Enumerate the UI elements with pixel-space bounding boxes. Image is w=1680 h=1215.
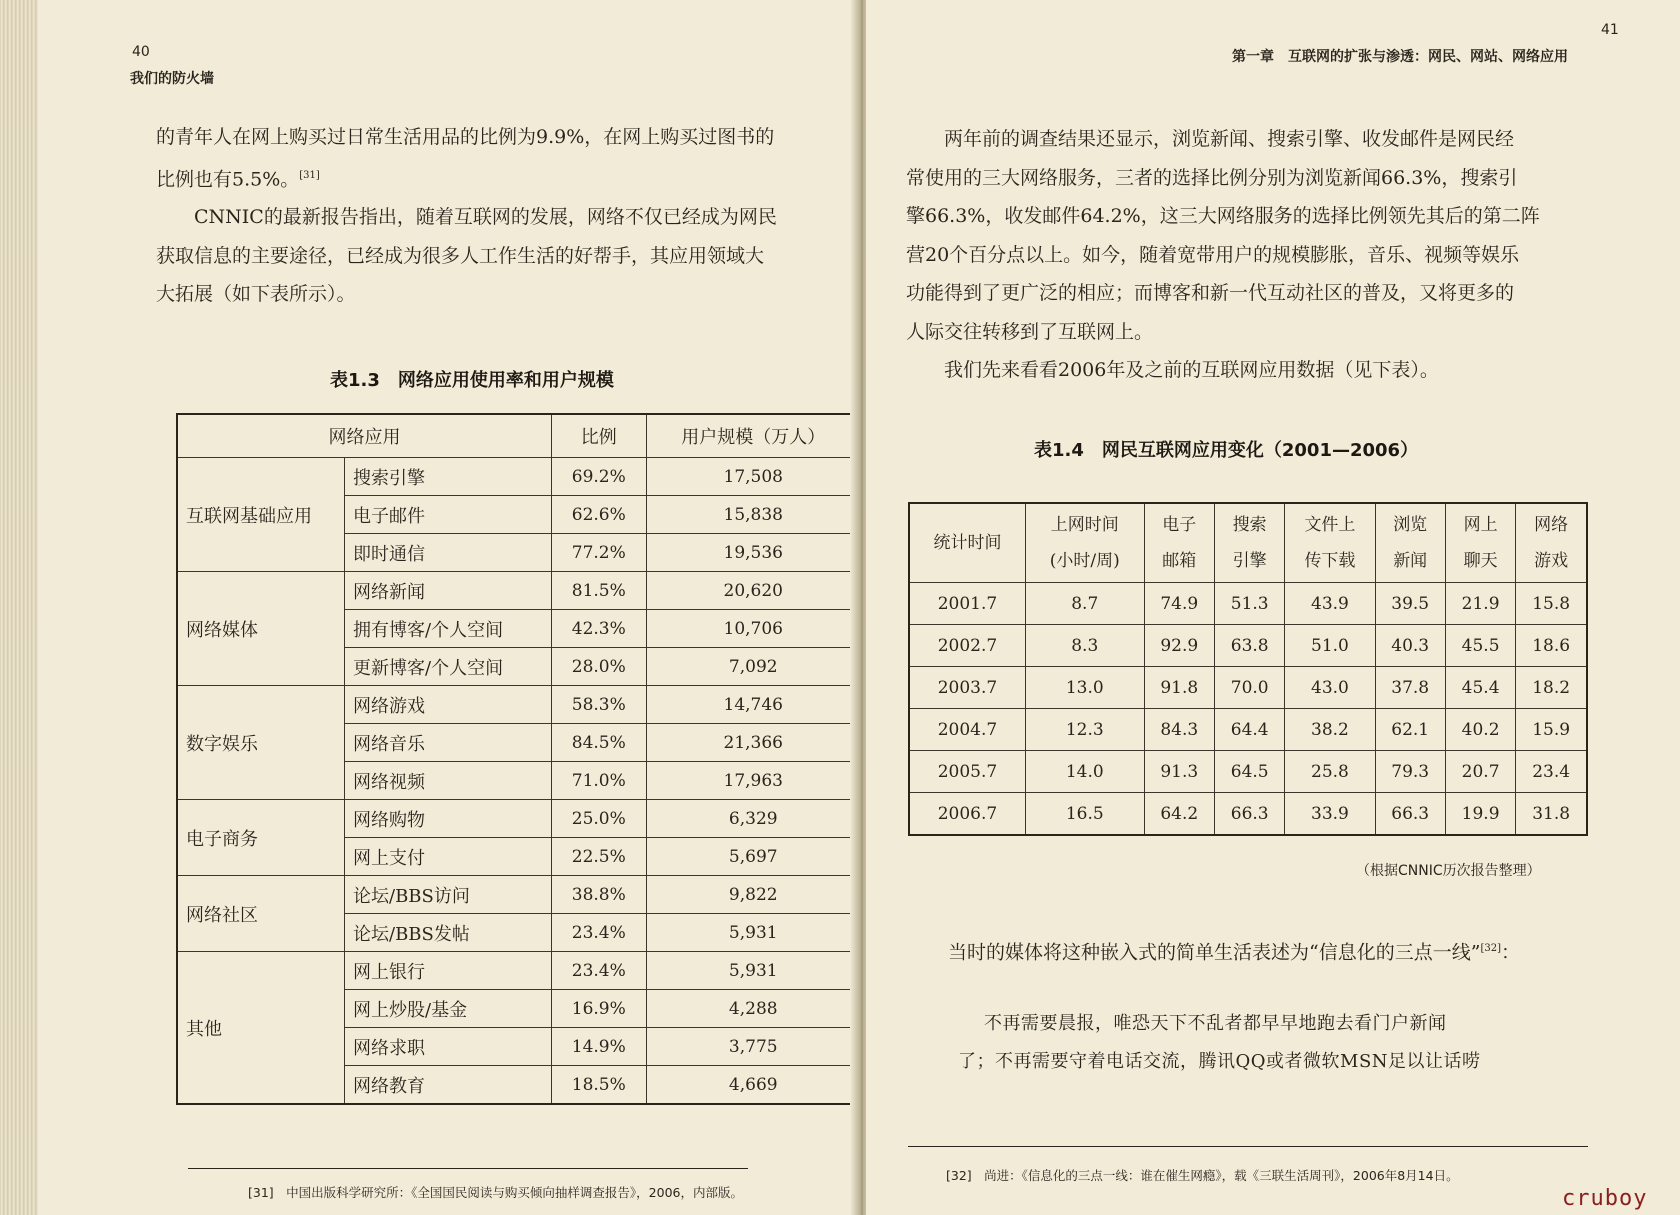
value-cell: 21.9 <box>1445 583 1515 625</box>
table-header-row <box>177 414 861 458</box>
table-body <box>177 414 861 1104</box>
category-cell: 其他 <box>177 952 345 1105</box>
header-users: 用户规模（万人） <box>646 414 861 458</box>
header-line-2: 聊天 <box>1463 551 1498 571</box>
users-cell: 17,963 <box>646 762 861 800</box>
period-cell: 2003.7 <box>909 667 1025 709</box>
value-cell: 70.0 <box>1214 667 1284 709</box>
value-cell: 23.4 <box>1516 751 1587 793</box>
text-line: 当时的媒体将这种嵌入式的简单生活表述为“信息化的三点一线” <box>948 941 1481 964</box>
value-cell: 18.2 <box>1516 667 1587 709</box>
application-cell: 网络教育 <box>345 1066 552 1105</box>
application-cell: 搜索引擎 <box>345 458 552 496</box>
paragraph-purchase-stats <box>156 118 836 314</box>
text-line: CNNIC的最新报告指出，随着互联网的发展，网络不仅已经成为网民 <box>194 206 777 229</box>
application-cell: 电子邮件 <box>345 496 552 534</box>
rate-cell: 16.9% <box>552 990 647 1028</box>
users-cell: 15,838 <box>646 496 861 534</box>
value-cell: 25.8 <box>1285 751 1375 793</box>
application-cell: 网络音乐 <box>345 724 552 762</box>
table-row <box>909 667 1587 709</box>
running-title-left: 我们的防火墙 <box>130 71 214 87</box>
rate-cell: 71.0% <box>552 762 647 800</box>
header-line-1: 文件上 <box>1304 515 1356 535</box>
period-cell: 2006.7 <box>909 793 1025 836</box>
header-line-2: (小时/周) <box>1049 551 1120 571</box>
value-cell: 18.6 <box>1516 625 1587 667</box>
application-cell: 网络求职 <box>345 1028 552 1066</box>
value-cell: 8.3 <box>1025 625 1144 667</box>
users-cell: 9,822 <box>646 876 861 914</box>
rate-cell: 18.5% <box>552 1066 647 1105</box>
running-title-right: 第一章 互联网的扩张与渗透：网民、网站、网络应用 <box>1232 49 1568 65</box>
text-punctuation: ： <box>1500 941 1520 964</box>
page-number-left: 40 <box>132 44 150 60</box>
value-cell: 15.9 <box>1516 709 1587 751</box>
value-cell: 33.9 <box>1285 793 1375 836</box>
application-cell: 网上银行 <box>345 952 552 990</box>
users-cell: 4,288 <box>646 990 861 1028</box>
value-cell: 91.3 <box>1144 751 1214 793</box>
header-line-1: 搜索 <box>1232 515 1267 535</box>
left-page <box>38 0 858 1215</box>
quote-line-1: 不再需要晨报，唯恐天下不乱者都早早地跑去看门户新闻 <box>984 1013 1447 1034</box>
period-cell: 2001.7 <box>909 583 1025 625</box>
application-cell: 论坛/BBS访问 <box>345 876 552 914</box>
text-line: 获取信息的主要途径，已经成为很多人工作生活的好帮手，其应用领域大 <box>156 244 765 267</box>
users-cell: 6,329 <box>646 800 861 838</box>
table-row <box>909 751 1587 793</box>
table-1-4-caption: 表1.4 网民互联网应用变化（2001—2006） <box>1034 440 1419 461</box>
table-source-note: （根据CNNIC历次报告整理） <box>1356 863 1541 879</box>
category-cell: 网络社区 <box>177 876 345 952</box>
value-cell: 74.9 <box>1144 583 1214 625</box>
header-cell <box>909 503 1025 583</box>
quote-line-2: 了；不再需要守着电话交流，腾讯QQ或者微软MSN足以让话唠 <box>958 1051 1481 1072</box>
period-cell: 2005.7 <box>909 751 1025 793</box>
value-cell: 14.0 <box>1025 751 1144 793</box>
value-cell: 40.3 <box>1375 625 1445 667</box>
rate-cell: 77.2% <box>552 534 647 572</box>
header-line-2: 游戏 <box>1534 551 1569 571</box>
value-cell: 45.5 <box>1445 625 1515 667</box>
text-line: 常使用的三大网络服务，三者的选择比例分别为浏览新闻66.3%，搜索引 <box>906 166 1518 189</box>
value-cell: 31.8 <box>1516 793 1587 836</box>
header-line-1: 上网时间 <box>1050 515 1119 535</box>
text-line: 比例也有5.5%。 <box>156 167 300 190</box>
table-row <box>909 709 1587 751</box>
paragraph-three-services <box>906 120 1586 390</box>
header-cell <box>1144 503 1214 583</box>
application-cell: 更新博客/个人空间 <box>345 648 552 686</box>
value-cell: 19.9 <box>1445 793 1515 836</box>
rate-cell: 69.2% <box>552 458 647 496</box>
value-cell: 12.3 <box>1025 709 1144 751</box>
footnote-rule <box>188 1168 748 1169</box>
application-cell: 网络游戏 <box>345 686 552 724</box>
text-line: 两年前的调查结果还显示，浏览新闻、搜索引擎、收发邮件是网民经 <box>944 128 1515 150</box>
rate-cell: 84.5% <box>552 724 647 762</box>
text-line: 大拓展（如下表所示）。 <box>156 283 356 306</box>
rate-cell: 38.8% <box>552 876 647 914</box>
book-page-edges <box>0 0 38 1215</box>
value-cell: 40.2 <box>1445 709 1515 751</box>
value-cell: 79.3 <box>1375 751 1445 793</box>
value-cell: 63.8 <box>1214 625 1284 667</box>
rate-cell: 58.3% <box>552 686 647 724</box>
table-row <box>177 686 861 724</box>
text-line: 人际交往转移到了互联网上。 <box>906 320 1154 343</box>
header-cell <box>1214 503 1284 583</box>
header-line-2: 新闻 <box>1393 551 1428 571</box>
header-line-1: 网络 <box>1534 515 1569 535</box>
page-number-right: 41 <box>1601 22 1619 38</box>
value-cell: 43.0 <box>1285 667 1375 709</box>
period-cell: 2004.7 <box>909 709 1025 751</box>
header-cell <box>1445 503 1515 583</box>
users-cell: 5,931 <box>646 914 861 952</box>
header-line-2: 邮箱 <box>1162 551 1197 571</box>
table-row <box>177 572 861 610</box>
application-cell: 网络新闻 <box>345 572 552 610</box>
text-line: 擎66.3%，收发邮件64.2%，这三大网络服务的选择比例领先其后的第二阵 <box>906 205 1540 227</box>
users-cell: 19,536 <box>646 534 861 572</box>
text-line: 营20个百分点以上。如今，随着宽带用户的规模膨胀，音乐、视频等娱乐 <box>906 243 1520 266</box>
value-cell: 84.3 <box>1144 709 1214 751</box>
text-line: 我们先来看看2006年及之前的互联网应用数据（见下表）。 <box>944 359 1439 381</box>
application-cell: 网络视频 <box>345 762 552 800</box>
application-cell: 论坛/BBS发帖 <box>345 914 552 952</box>
users-cell: 3,775 <box>646 1028 861 1066</box>
application-cell: 即时通信 <box>345 534 552 572</box>
header-rate: 比例 <box>552 414 647 458</box>
table-1-3-caption: 表1.3 网络应用使用率和用户规模 <box>330 370 614 391</box>
watermark-text: cruboy <box>1562 1186 1648 1211</box>
users-cell: 14,746 <box>646 686 861 724</box>
rate-cell: 25.0% <box>552 800 647 838</box>
rate-cell: 23.4% <box>552 914 647 952</box>
users-cell: 5,697 <box>646 838 861 876</box>
header-line-2: 引擎 <box>1232 551 1267 571</box>
table-internet-usage-changes <box>908 502 1588 836</box>
value-cell: 64.2 <box>1144 793 1214 836</box>
value-cell: 20.7 <box>1445 751 1515 793</box>
table-row <box>177 876 861 914</box>
header-cell <box>1025 503 1144 583</box>
users-cell: 17,508 <box>646 458 861 496</box>
rate-cell: 42.3% <box>552 610 647 648</box>
value-cell: 43.9 <box>1285 583 1375 625</box>
table-network-applications <box>176 413 862 1105</box>
value-cell: 64.5 <box>1214 751 1284 793</box>
text-line: 的青年人在网上购买过日常生活用品的比例为9.9%，在网上购买过图书的 <box>156 126 775 148</box>
value-cell: 66.3 <box>1375 793 1445 836</box>
application-cell: 网络购物 <box>345 800 552 838</box>
rate-cell: 28.0% <box>552 648 647 686</box>
application-cell: 网上支付 <box>345 838 552 876</box>
footnote-ref-31: [31] <box>299 169 320 181</box>
text-line: 功能得到了更广泛的相应；而博客和新一代互动社区的普及，又将更多的 <box>906 282 1515 304</box>
users-cell: 4,669 <box>646 1066 861 1105</box>
header-cell <box>1285 503 1375 583</box>
value-cell: 39.5 <box>1375 583 1445 625</box>
rate-cell: 81.5% <box>552 572 647 610</box>
value-cell: 66.3 <box>1214 793 1284 836</box>
value-cell: 38.2 <box>1285 709 1375 751</box>
value-cell: 8.7 <box>1025 583 1144 625</box>
footnote-31: [31] 中国出版科学研究所：《全国国民阅读与购买倾向抽样调查报告》，2006，内部版。 <box>248 1185 743 1200</box>
right-page <box>866 0 1680 1215</box>
rate-cell: 23.4% <box>552 952 647 990</box>
table-row <box>909 625 1587 667</box>
header-line-1: 统计时间 <box>933 533 1002 553</box>
value-cell: 51.0 <box>1285 625 1375 667</box>
value-cell: 64.4 <box>1214 709 1284 751</box>
header-line-2: 传下载 <box>1304 551 1356 571</box>
rate-cell: 62.6% <box>552 496 647 534</box>
rate-cell: 14.9% <box>552 1028 647 1066</box>
category-cell: 电子商务 <box>177 800 345 876</box>
paragraph-three-point-line <box>948 930 1608 972</box>
application-cell: 网上炒股/基金 <box>345 990 552 1028</box>
value-cell: 37.8 <box>1375 667 1445 709</box>
period-cell: 2002.7 <box>909 625 1025 667</box>
value-cell: 91.8 <box>1144 667 1214 709</box>
value-cell: 13.0 <box>1025 667 1144 709</box>
users-cell: 5,931 <box>646 952 861 990</box>
header-line-1: 网上 <box>1463 515 1498 535</box>
value-cell: 51.3 <box>1214 583 1284 625</box>
header-cell <box>1375 503 1445 583</box>
value-cell: 92.9 <box>1144 625 1214 667</box>
table-body <box>909 503 1587 835</box>
value-cell: 15.8 <box>1516 583 1587 625</box>
table-row <box>177 458 861 496</box>
category-cell: 互联网基础应用 <box>177 458 345 572</box>
category-cell: 网络媒体 <box>177 572 345 686</box>
table-row <box>909 793 1587 836</box>
application-cell: 拥有博客/个人空间 <box>345 610 552 648</box>
table-header-row <box>909 503 1587 583</box>
header-line-1: 浏览 <box>1393 515 1428 535</box>
header-line-1: 电子 <box>1162 515 1197 535</box>
users-cell: 20,620 <box>646 572 861 610</box>
table-row <box>909 583 1587 625</box>
users-cell: 10,706 <box>646 610 861 648</box>
rate-cell: 22.5% <box>552 838 647 876</box>
footnote-rule <box>908 1146 1588 1147</box>
value-cell: 45.4 <box>1445 667 1515 709</box>
table-row <box>177 800 861 838</box>
users-cell: 7,092 <box>646 648 861 686</box>
footnote-ref-32: [32] <box>1480 943 1501 954</box>
header-application: 网络应用 <box>177 414 552 458</box>
value-cell: 62.1 <box>1375 709 1445 751</box>
header-cell <box>1516 503 1587 583</box>
value-cell: 16.5 <box>1025 793 1144 836</box>
table-row <box>177 952 861 990</box>
footnote-32: [32] 尚进：《信息化的三点一线：谁在催生网瘾》，载《三联生活周刊》，2006年8月14日。 <box>946 1168 1459 1183</box>
category-cell: 数字娱乐 <box>177 686 345 800</box>
users-cell: 21,366 <box>646 724 861 762</box>
